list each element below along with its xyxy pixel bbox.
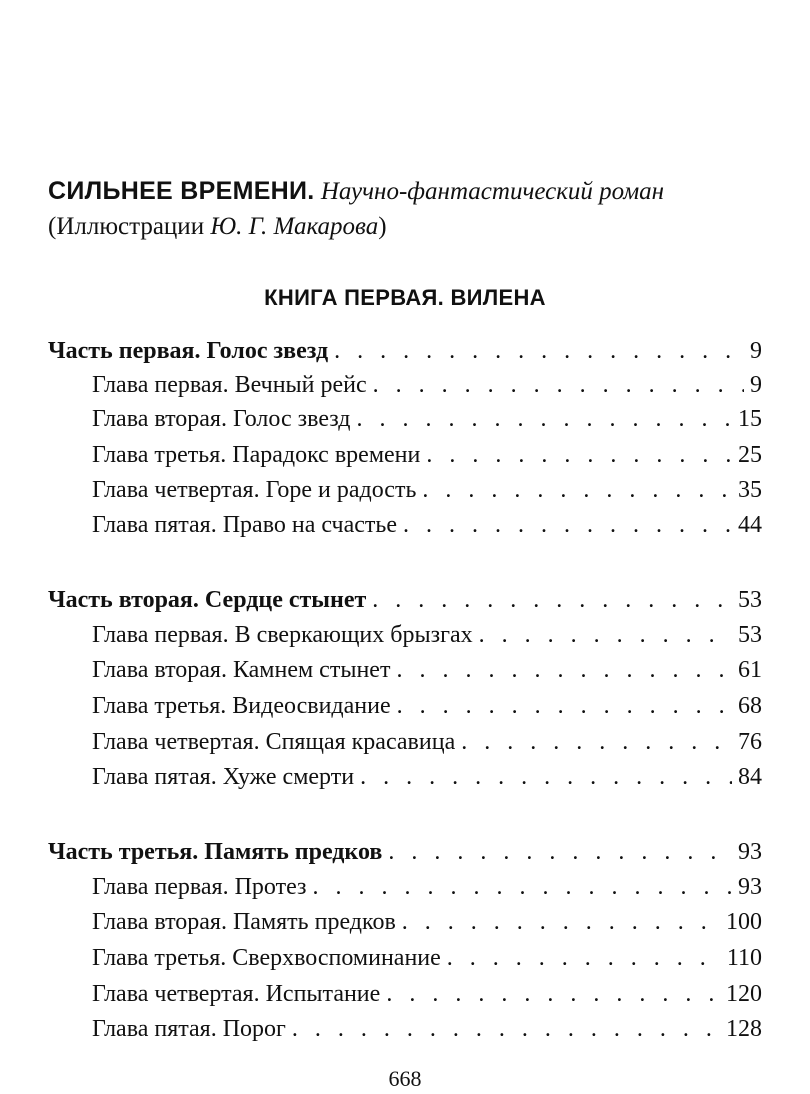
part-title: Часть третья. Память предков (48, 839, 383, 865)
chapter-title: Глава пятая. Хуже смерти (92, 764, 355, 790)
page-ref: 128 (726, 1016, 762, 1042)
toc-chapter[interactable] (92, 905, 762, 939)
toc-chapter[interactable] (92, 473, 762, 507)
page-ref: 100 (726, 909, 762, 935)
chapter-title: Глава четвертая. Горе и радость (92, 477, 417, 503)
toc-part-3[interactable] (48, 835, 762, 869)
toc-chapter[interactable] (92, 508, 762, 542)
leader-dots (313, 870, 733, 904)
leader-dots (461, 725, 732, 759)
page-ref: 120 (726, 981, 762, 1007)
toc-chapter[interactable] (92, 1012, 762, 1046)
chapter-title: Глава пятая. Право на счастье (92, 512, 398, 538)
page-ref: 61 (738, 657, 762, 683)
work-title: СИЛЬНЕЕ ВРЕМЕНИ. (48, 177, 315, 205)
toc-chapter[interactable] (92, 870, 762, 904)
toc-chapter[interactable] (92, 941, 762, 975)
leader-dots (360, 760, 732, 794)
page-ref: 53 (738, 622, 762, 648)
toc-part-1[interactable] (48, 334, 762, 368)
page-ref: 110 (726, 945, 762, 971)
toc-chapter[interactable] (92, 438, 762, 472)
leader-dots (422, 473, 732, 507)
illustrations-line (48, 210, 387, 244)
toc-chapter[interactable] (92, 402, 762, 436)
page-ref: 93 (738, 839, 762, 865)
page-ref: 84 (738, 764, 762, 790)
toc-part-2[interactable] (48, 583, 762, 617)
leader-dots (334, 334, 744, 368)
leader-dots (357, 402, 732, 436)
chapter-title: Глава третья. Видеосвидание (92, 693, 391, 719)
toc-chapter[interactable] (92, 760, 762, 794)
chapter-title: Глава вторая. Голос звезд (92, 406, 351, 432)
chapter-title: Глава вторая. Камнем стынет (92, 657, 391, 683)
book-title: КНИГА ПЕРВАЯ. ВИЛЕНА (264, 285, 546, 310)
chapter-title: Глава третья. Сверхвоспоминание (92, 945, 441, 971)
toc-chapter[interactable] (92, 977, 762, 1011)
page-ref: 44 (738, 512, 762, 538)
toc-chapter[interactable] (92, 689, 762, 723)
page-ref: 9 (750, 372, 762, 398)
leader-dots (447, 941, 721, 975)
chapter-title: Глава первая. В сверкающих брызгах (92, 622, 473, 648)
leader-dots (426, 438, 732, 472)
illustrator-name: Ю. Г. Макарова (210, 213, 379, 240)
leader-dots (386, 977, 720, 1011)
chapter-title: Глава вторая. Память предков (92, 909, 396, 935)
leader-dots (388, 835, 732, 869)
leader-dots (396, 653, 732, 687)
page-ref: 76 (738, 729, 762, 755)
leader-dots (479, 618, 732, 652)
page-ref: 68 (738, 693, 762, 719)
illustrations-suffix: ) (378, 213, 387, 240)
page-ref: 53 (738, 587, 762, 613)
page-ref: 25 (738, 442, 762, 468)
leader-dots (372, 583, 732, 617)
leader-dots (402, 905, 720, 939)
work-title-line (48, 174, 664, 209)
leader-dots (373, 368, 744, 402)
part-title: Часть вторая. Сердце стынет (48, 587, 367, 613)
page-number: 668 (388, 1066, 422, 1091)
leader-dots (403, 508, 732, 542)
page-ref: 9 (750, 338, 762, 364)
page-ref: 15 (738, 406, 762, 432)
illustrations-prefix: (Иллюстрации (48, 213, 205, 240)
toc-chapter[interactable] (92, 653, 762, 687)
chapter-title: Глава первая. Протез (92, 874, 307, 900)
toc-chapter[interactable] (92, 725, 762, 759)
chapter-title: Глава пятая. Порог (92, 1016, 286, 1042)
toc-chapter[interactable] (92, 368, 762, 402)
work-genre: Научно-фантастический роман (320, 178, 665, 205)
chapter-title: Глава третья. Парадокс времени (92, 442, 421, 468)
chapter-title: Глава четвертая. Испытание (92, 981, 381, 1007)
toc-chapter[interactable] (92, 618, 762, 652)
chapter-title: Глава первая. Вечный рейс (92, 372, 367, 398)
leader-dots (397, 689, 732, 723)
page-ref: 93 (738, 874, 762, 900)
page-ref: 35 (738, 477, 762, 503)
leader-dots (292, 1012, 720, 1046)
part-title: Часть первая. Голос звезд (48, 338, 329, 364)
chapter-title: Глава четвертая. Спящая красавица (92, 729, 456, 755)
